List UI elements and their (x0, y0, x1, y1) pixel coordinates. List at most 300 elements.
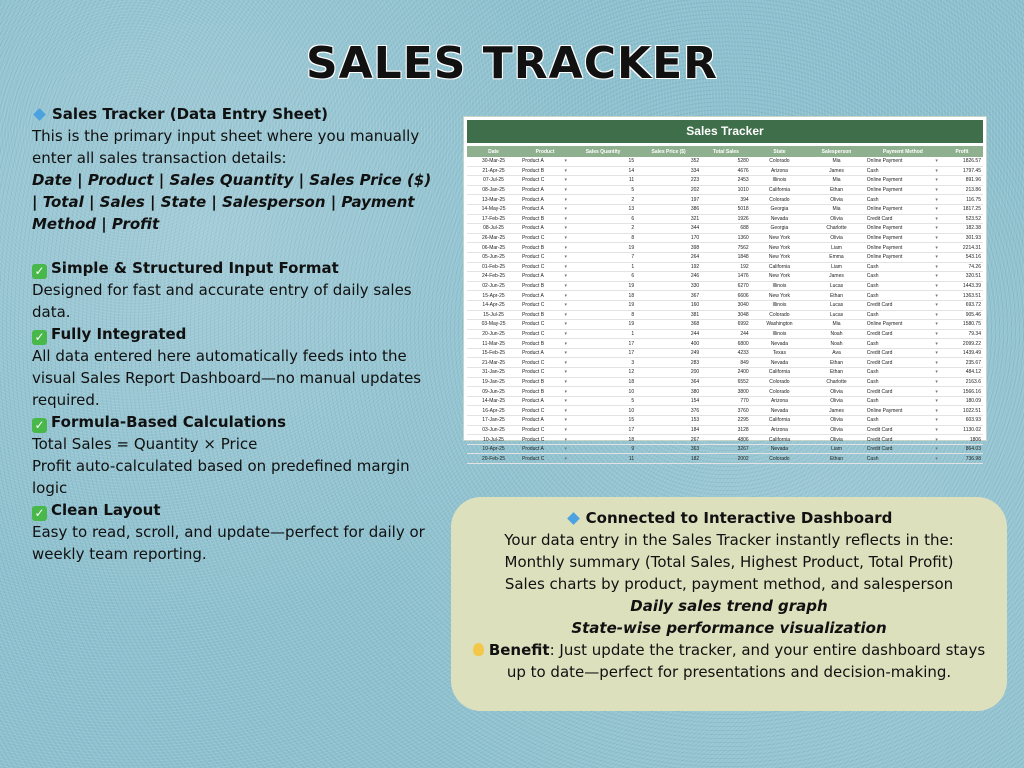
table-cell[interactable] (865, 214, 941, 224)
table-cell[interactable] (865, 176, 941, 186)
dropdown-arrow-icon[interactable]: ▾ (935, 167, 938, 174)
cell-value: 3128 (737, 426, 749, 433)
dropdown-arrow-icon[interactable]: ▾ (935, 340, 938, 347)
table-cell (636, 444, 701, 454)
table-cell[interactable] (520, 339, 570, 349)
dropdown-arrow-icon[interactable]: ▾ (935, 311, 938, 318)
cell-value: 05-Jun-25 (482, 254, 505, 261)
table-cell[interactable] (865, 396, 941, 406)
cell-value: 398 (690, 244, 700, 251)
dropdown-arrow-icon[interactable]: ▾ (564, 446, 568, 453)
dropdown-arrow-icon[interactable]: ▾ (935, 350, 938, 357)
table-cell (701, 320, 751, 330)
cell-value: 10 (628, 388, 635, 395)
table-cell (467, 368, 520, 378)
table-cell (701, 348, 751, 358)
cell-value: 484.12 (965, 369, 981, 376)
table-cell (941, 396, 983, 406)
dropdown-arrow-icon[interactable]: ▾ (935, 225, 938, 232)
table-cell (701, 329, 751, 339)
table-cell[interactable] (865, 185, 941, 195)
table-cell (941, 300, 983, 310)
dropdown-arrow-icon[interactable]: ▾ (564, 330, 568, 337)
cell-value: Olivia (830, 388, 843, 395)
table-cell (467, 204, 520, 214)
table-cell (467, 291, 520, 301)
cell-value: 2002 (737, 455, 749, 462)
cell-value: 20-Feb-25 (482, 455, 506, 462)
cell-value: 116.75 (966, 196, 981, 203)
table-cell (467, 425, 520, 435)
table-cell (570, 329, 636, 339)
table-cell[interactable] (520, 406, 570, 416)
table-cell (570, 320, 636, 330)
table-row (467, 195, 983, 205)
table-cell (636, 368, 701, 378)
dropdown-arrow-icon[interactable]: ▾ (564, 369, 568, 376)
table-cell[interactable] (865, 377, 941, 387)
dropdown-arrow-icon[interactable]: ▾ (935, 302, 938, 309)
dropdown-arrow-icon[interactable]: ▾ (935, 235, 938, 242)
cell-value: 246 (690, 273, 700, 280)
table-cell (570, 272, 636, 282)
cell-value: 5 (631, 398, 635, 405)
table-cell (570, 387, 636, 397)
table-cell (467, 272, 520, 282)
table-cell (808, 243, 865, 253)
dropdown-arrow-icon[interactable]: ▾ (564, 283, 568, 290)
table-cell[interactable] (865, 252, 941, 262)
cell-value: 19-Jan-25 (482, 378, 505, 385)
table-cell[interactable] (520, 243, 570, 253)
dropdown-arrow-icon[interactable]: ▾ (564, 340, 568, 347)
cell-value: Noah (830, 340, 843, 347)
dropdown-arrow-icon[interactable]: ▾ (935, 426, 938, 433)
table-cell[interactable] (520, 310, 570, 320)
table-cell[interactable] (520, 377, 570, 387)
cell-value: 1476 (737, 273, 749, 280)
benefit-text (465, 639, 993, 683)
cell-value: Colorado (769, 196, 790, 203)
table-cell[interactable] (865, 339, 941, 349)
cell-value: Product B (522, 340, 545, 347)
cell-value: 736.98 (965, 455, 981, 462)
cell-value: Lucas (829, 283, 844, 290)
dropdown-arrow-icon[interactable]: ▾ (564, 417, 568, 424)
section-heading-text: Fully Integrated (51, 325, 187, 343)
check-icon: ✓ (32, 264, 47, 279)
table-cell[interactable] (865, 262, 941, 272)
table-cell[interactable] (865, 435, 941, 445)
table-cell (751, 320, 809, 330)
table-cell (636, 358, 701, 368)
table-cell[interactable] (865, 291, 941, 301)
table-cell (941, 281, 983, 291)
table-cell[interactable] (865, 204, 941, 214)
table-cell (467, 320, 520, 330)
dropdown-arrow-icon[interactable]: ▾ (935, 369, 938, 376)
cell-value: Colorado (769, 311, 790, 318)
dropdown-arrow-icon[interactable]: ▾ (935, 330, 938, 337)
table-cell[interactable] (520, 291, 570, 301)
dropdown-arrow-icon[interactable]: ▾ (564, 321, 568, 328)
table-cell (751, 262, 809, 272)
table-cell (701, 425, 751, 435)
cell-value: Cash (866, 167, 879, 174)
table-cell[interactable] (520, 176, 570, 186)
table-cell (570, 348, 636, 358)
table-cell (751, 329, 809, 339)
dropdown-arrow-icon[interactable]: ▾ (564, 359, 568, 366)
cell-value: Olivia (830, 417, 843, 424)
dropdown-arrow-icon[interactable]: ▾ (564, 273, 568, 280)
cell-value: 15-Jul-25 (483, 311, 504, 318)
cell-value: 11 (628, 455, 635, 462)
table-cell (808, 406, 865, 416)
table-cell[interactable] (520, 425, 570, 435)
cell-value: Olivia (830, 215, 843, 222)
table-cell[interactable] (520, 416, 570, 426)
cell-value: 182 (690, 455, 700, 462)
table-cell (701, 281, 751, 291)
cell-value: Olivia (830, 398, 843, 405)
table-cell[interactable] (520, 233, 570, 243)
table-cell (636, 377, 701, 387)
page-title: SALES TRACKER (305, 38, 719, 89)
table-cell[interactable] (520, 252, 570, 262)
dropdown-arrow-icon[interactable]: ▾ (564, 388, 568, 395)
table-cell (701, 406, 751, 416)
table-cell (751, 454, 809, 464)
fields-list: Date | Product | Sales Quantity | Sales Price ($) | Total | Sales | State | Salesperson | Payment Method | Profit (32, 171, 432, 233)
table-cell[interactable] (520, 300, 570, 310)
table-cell[interactable] (520, 454, 570, 464)
table-cell[interactable] (865, 320, 941, 330)
table-cell (636, 157, 701, 166)
table-cell[interactable] (865, 368, 941, 378)
table-cell[interactable] (520, 157, 570, 166)
table-row (467, 444, 983, 454)
cell-value: 321 (690, 215, 700, 222)
table-cell[interactable] (865, 406, 941, 416)
cell-value: Product C (522, 359, 545, 366)
dropdown-arrow-icon[interactable]: ▾ (935, 446, 938, 453)
cell-value: James (829, 407, 844, 414)
dropdown-arrow-icon[interactable]: ▾ (564, 244, 568, 251)
table-cell (751, 214, 809, 224)
table-cell (467, 252, 520, 262)
dropdown-arrow-icon[interactable]: ▾ (935, 455, 938, 462)
cell-value: 1926 (737, 215, 749, 222)
table-cell[interactable] (520, 272, 570, 282)
dropdown-arrow-icon[interactable]: ▾ (564, 292, 568, 299)
dropdown-arrow-icon[interactable]: ▾ (564, 177, 568, 184)
dropdown-arrow-icon[interactable]: ▾ (564, 254, 568, 261)
cell-value: Mia (832, 158, 841, 165)
formula-line: Profit auto-calculated based on predefined margin logic (32, 457, 410, 497)
table-cell (751, 387, 809, 397)
table-cell (467, 233, 520, 243)
cell-value: 15-Feb-25 (482, 350, 506, 357)
cell-value: Product C (522, 321, 545, 328)
table-cell[interactable] (520, 281, 570, 291)
dropdown-arrow-icon[interactable]: ▾ (935, 273, 938, 280)
cell-value: 6992 (737, 321, 749, 328)
table-cell[interactable] (520, 166, 570, 176)
table-cell (570, 358, 636, 368)
table-cell[interactable] (520, 214, 570, 224)
cell-value: 74.26 (968, 263, 981, 270)
cell-value: Mia (832, 177, 841, 184)
section-body: Designed for fast and accurate entry of daily sales data. (32, 281, 412, 321)
table-cell[interactable] (865, 310, 941, 320)
cell-value: 301.93 (965, 235, 981, 242)
table-cell (941, 157, 983, 166)
table-row (467, 262, 983, 272)
table-cell[interactable] (865, 425, 941, 435)
cell-value: Product C (522, 369, 545, 376)
table-cell (751, 348, 809, 358)
table-cell (467, 176, 520, 186)
table-cell (701, 387, 751, 397)
column-header: Profit (941, 146, 983, 157)
dropdown-arrow-icon[interactable]: ▾ (935, 177, 938, 184)
dropdown-arrow-icon[interactable]: ▾ (564, 196, 568, 203)
lightbulb-icon (473, 643, 484, 656)
cell-value: 14 (628, 167, 635, 174)
table-cell[interactable] (865, 444, 941, 454)
cell-value: Ethan (829, 292, 844, 299)
cell-value: 6800 (737, 340, 749, 347)
table-cell[interactable] (865, 416, 941, 426)
dropdown-arrow-icon[interactable]: ▾ (935, 398, 938, 405)
dropdown-arrow-icon[interactable]: ▾ (935, 158, 938, 165)
dropdown-arrow-icon[interactable]: ▾ (935, 321, 938, 328)
table-cell (467, 416, 520, 426)
dropdown-arrow-icon[interactable]: ▾ (564, 407, 568, 414)
table-cell (636, 320, 701, 330)
cell-value: Cash (866, 273, 879, 280)
table-cell[interactable] (520, 396, 570, 406)
cell-value: Online Payment (866, 177, 903, 184)
dropdown-arrow-icon[interactable]: ▾ (935, 254, 938, 261)
dropdown-arrow-icon[interactable]: ▾ (935, 417, 938, 424)
table-header-row (467, 146, 983, 157)
table-cell (751, 425, 809, 435)
table-cell (751, 185, 809, 195)
table-cell[interactable] (520, 387, 570, 397)
table-cell[interactable] (520, 262, 570, 272)
table-cell[interactable] (520, 320, 570, 330)
table-cell[interactable] (865, 195, 941, 205)
dropdown-arrow-icon[interactable]: ▾ (564, 206, 568, 213)
dropdown-arrow-icon[interactable]: ▾ (564, 350, 568, 357)
dropdown-arrow-icon[interactable]: ▾ (564, 167, 568, 174)
cell-value: 202 (690, 187, 700, 194)
cell-value: Lucas (829, 311, 844, 318)
table-cell (941, 406, 983, 416)
cell-value: 244 (740, 330, 749, 337)
dropdown-arrow-icon[interactable]: ▾ (935, 263, 938, 270)
cell-value: Cash (866, 340, 879, 347)
dropdown-arrow-icon[interactable]: ▾ (564, 436, 568, 443)
table-cell (808, 272, 865, 282)
table-cell[interactable] (865, 281, 941, 291)
table-cell (941, 243, 983, 253)
table-cell[interactable] (520, 435, 570, 445)
table-cell[interactable] (520, 329, 570, 339)
table-cell[interactable] (865, 348, 941, 358)
cell-value: Product C (522, 407, 545, 414)
table-cell[interactable] (520, 204, 570, 214)
cell-value: 1443.39 (962, 283, 981, 290)
check-icon: ✓ (32, 506, 47, 521)
dropdown-arrow-icon[interactable]: ▾ (564, 158, 568, 165)
cell-value: Colorado (769, 378, 790, 385)
cell-value: Illinois (772, 177, 787, 184)
dropdown-arrow-icon[interactable]: ▾ (564, 215, 568, 222)
table-row (467, 252, 983, 262)
table-cell[interactable] (520, 358, 570, 368)
dropdown-arrow-icon[interactable]: ▾ (935, 407, 938, 414)
table-cell (941, 377, 983, 387)
table-cell[interactable] (865, 243, 941, 253)
cell-value: Online Payment (866, 235, 903, 242)
table-cell (941, 425, 983, 435)
dropdown-arrow-icon[interactable]: ▾ (564, 378, 568, 385)
dropdown-arrow-icon[interactable]: ▾ (564, 302, 568, 309)
table-cell (751, 281, 809, 291)
cell-value: Product A (522, 273, 544, 280)
table-cell (808, 262, 865, 272)
dropdown-arrow-icon[interactable]: ▾ (564, 235, 568, 242)
table-cell (808, 339, 865, 349)
table-cell (570, 224, 636, 234)
table-cell (701, 339, 751, 349)
dropdown-arrow-icon[interactable]: ▾ (935, 283, 938, 290)
cell-value: Charlotte (826, 378, 847, 385)
table-cell[interactable] (520, 368, 570, 378)
table-cell[interactable] (520, 444, 570, 454)
table-cell (941, 262, 983, 272)
table-cell[interactable] (520, 348, 570, 358)
table-cell (751, 406, 809, 416)
dropdown-arrow-icon[interactable]: ▾ (564, 263, 568, 270)
table-cell (570, 262, 636, 272)
cell-value: Illinois (772, 302, 787, 309)
table-cell[interactable] (865, 224, 941, 234)
cell-value: 14-Apr-25 (482, 302, 505, 309)
dropdown-arrow-icon[interactable]: ▾ (564, 311, 568, 318)
cell-value: New York (768, 254, 790, 261)
cell-value: 10-Jul-25 (483, 436, 504, 443)
dropdown-arrow-icon[interactable]: ▾ (935, 436, 938, 443)
table-cell[interactable] (865, 329, 941, 339)
dropdown-arrow-icon[interactable]: ▾ (935, 388, 938, 395)
cell-value: 2 (631, 196, 635, 203)
dropdown-arrow-icon[interactable]: ▾ (935, 196, 938, 203)
cell-value: Product C (522, 455, 545, 462)
cell-value: 2400 (737, 369, 749, 376)
table-cell (808, 454, 865, 464)
cell-value: 16-Apr-25 (482, 407, 505, 414)
dropdown-arrow-icon[interactable]: ▾ (935, 292, 938, 299)
cell-value: 330 (690, 283, 700, 290)
dropdown-arrow-icon[interactable]: ▾ (564, 225, 568, 232)
cell-value: 26-Mar-25 (482, 235, 506, 242)
cell-value: 363 (690, 446, 700, 453)
cell-value: 3267 (737, 446, 749, 453)
dropdown-arrow-icon[interactable]: ▾ (564, 398, 568, 405)
cell-value: 192 (690, 263, 700, 270)
dropdown-arrow-icon[interactable]: ▾ (564, 426, 568, 433)
cell-value: 7562 (737, 244, 749, 251)
table-cell[interactable] (865, 358, 941, 368)
dropdown-arrow-icon[interactable]: ▾ (935, 359, 938, 366)
table-cell[interactable] (865, 454, 941, 464)
table-cell (701, 224, 751, 234)
table-cell (636, 243, 701, 253)
sales-table (467, 146, 983, 464)
table-row (467, 310, 983, 320)
cell-value: Mia (832, 321, 841, 328)
cell-value: 24-Feb-25 (482, 273, 506, 280)
cell-value: 17 (628, 340, 635, 347)
cell-value: 15-Apr-25 (482, 292, 505, 299)
table-cell (636, 166, 701, 176)
table-cell[interactable] (865, 157, 941, 166)
cell-value: 13 (628, 206, 635, 213)
dropdown-arrow-icon[interactable]: ▾ (564, 187, 568, 194)
table-cell[interactable] (865, 233, 941, 243)
table-cell (701, 262, 751, 272)
cell-value: Credit Card (866, 359, 893, 366)
dropdown-arrow-icon[interactable]: ▾ (935, 244, 938, 251)
table-row (467, 214, 983, 224)
dropdown-arrow-icon[interactable]: ▾ (935, 187, 938, 194)
dropdown-arrow-icon[interactable]: ▾ (935, 215, 938, 222)
dropdown-arrow-icon[interactable]: ▾ (935, 378, 938, 385)
cell-value: Product A (522, 350, 544, 357)
table-cell[interactable] (865, 387, 941, 397)
cell-value: 4806 (737, 436, 749, 443)
cell-value: Credit Card (866, 446, 893, 453)
table-cell[interactable] (865, 272, 941, 282)
cell-value: Product A (522, 225, 544, 232)
table-cell[interactable] (520, 185, 570, 195)
table-cell[interactable] (865, 300, 941, 310)
section-heading (32, 257, 437, 279)
cell-value: Online Payment (866, 158, 903, 165)
table-cell (467, 396, 520, 406)
table-cell[interactable] (865, 166, 941, 176)
table-cell (808, 195, 865, 205)
table-cell[interactable] (520, 224, 570, 234)
cell-value: 213.86 (965, 187, 981, 194)
table-cell (751, 300, 809, 310)
cell-value: 17 (628, 426, 635, 433)
table-cell (808, 444, 865, 454)
cell-value: Ethan (829, 359, 844, 366)
cell-value: 693.72 (965, 302, 981, 309)
cell-value: 244 (690, 330, 700, 337)
table-cell[interactable] (520, 195, 570, 205)
table-cell (941, 454, 983, 464)
dropdown-arrow-icon[interactable]: ▾ (935, 206, 938, 213)
table-cell (808, 396, 865, 406)
table-row (467, 300, 983, 310)
dropdown-arrow-icon[interactable]: ▾ (564, 455, 568, 462)
